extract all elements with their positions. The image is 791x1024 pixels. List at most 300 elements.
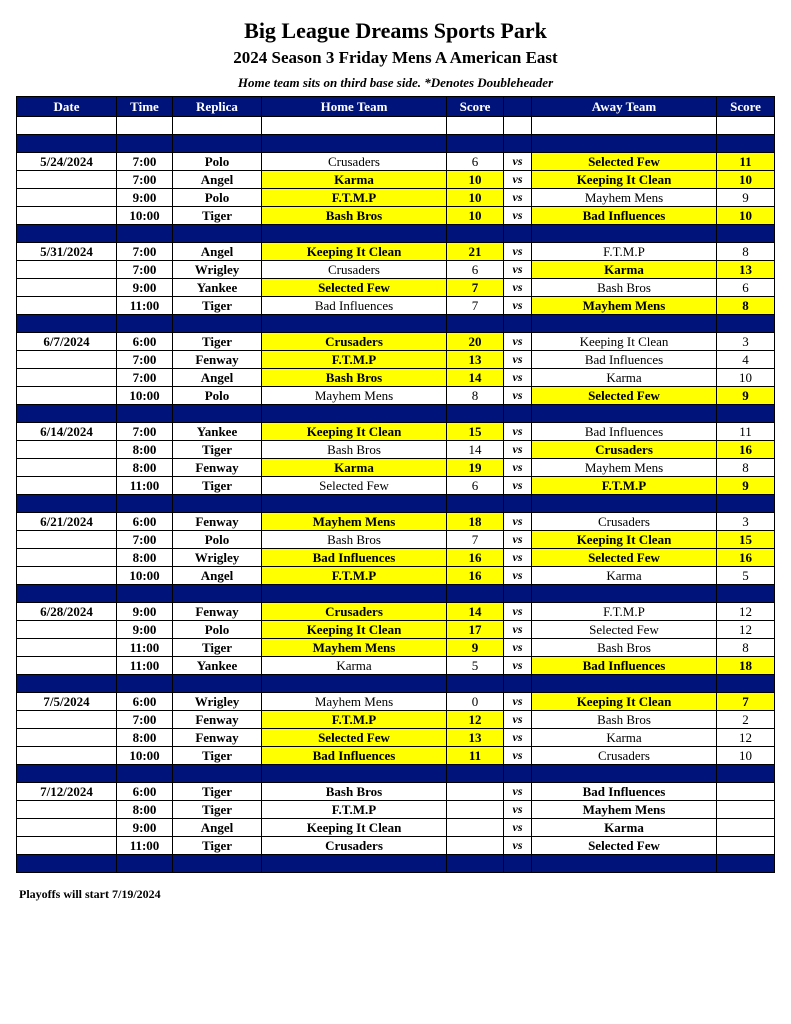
- game-row: [17, 549, 775, 567]
- week-separator-row: [17, 855, 775, 873]
- away-team: Bash Bros: [532, 711, 717, 729]
- game-field: Fenway: [173, 351, 262, 369]
- game-time: 7:00: [117, 261, 173, 279]
- home-score: 10: [447, 171, 504, 189]
- home-team: Bash Bros: [262, 783, 447, 801]
- game-field: Fenway: [173, 711, 262, 729]
- away-score: [717, 801, 775, 819]
- game-row: [17, 297, 775, 315]
- game-field: Tiger: [173, 207, 262, 225]
- home-score: 13: [447, 351, 504, 369]
- home-score: 13: [447, 729, 504, 747]
- game-field: Wrigley: [173, 693, 262, 711]
- game-time: 11:00: [117, 657, 173, 675]
- home-team: Bash Bros: [262, 369, 447, 387]
- home-team: Mayhem Mens: [262, 513, 447, 531]
- game-row: [17, 567, 775, 585]
- home-team: Bash Bros: [262, 441, 447, 459]
- home-score: 6: [447, 477, 504, 495]
- game-date: 7/12/2024: [17, 783, 117, 801]
- game-field: Tiger: [173, 333, 262, 351]
- home-team: Crusaders: [262, 333, 447, 351]
- away-team: Karma: [532, 819, 717, 837]
- away-team: Bad Influences: [532, 423, 717, 441]
- game-date: [17, 369, 117, 387]
- game-field: Fenway: [173, 513, 262, 531]
- game-time: 6:00: [117, 333, 173, 351]
- game-field: Tiger: [173, 837, 262, 855]
- away-team: Selected Few: [532, 837, 717, 855]
- home-team: Crusaders: [262, 153, 447, 171]
- home-score: 14: [447, 369, 504, 387]
- vs-label: vs: [504, 423, 532, 441]
- away-team: Mayhem Mens: [532, 801, 717, 819]
- game-date: [17, 819, 117, 837]
- game-row: [17, 243, 775, 261]
- vs-label: vs: [504, 729, 532, 747]
- game-row: [17, 693, 775, 711]
- away-team: Mayhem Mens: [532, 189, 717, 207]
- game-date: [17, 441, 117, 459]
- home-team: Keeping It Clean: [262, 819, 447, 837]
- blank-row: [17, 117, 775, 135]
- schedule-table: [16, 96, 775, 873]
- game-date: [17, 189, 117, 207]
- game-field: Yankee: [173, 657, 262, 675]
- week-separator-row: [17, 675, 775, 693]
- vs-label: vs: [504, 153, 532, 171]
- away-score: 8: [717, 639, 775, 657]
- column-header-date: Date: [17, 97, 117, 117]
- column-header-home-team: Home Team: [262, 97, 447, 117]
- vs-label: vs: [504, 261, 532, 279]
- away-score: 10: [717, 747, 775, 765]
- home-team: Bash Bros: [262, 207, 447, 225]
- game-time: 11:00: [117, 837, 173, 855]
- home-score: 15: [447, 423, 504, 441]
- away-score: 13: [717, 261, 775, 279]
- away-score: [717, 819, 775, 837]
- away-score: 10: [717, 207, 775, 225]
- game-time: 7:00: [117, 243, 173, 261]
- game-time: 7:00: [117, 531, 173, 549]
- away-score: [717, 837, 775, 855]
- game-time: 10:00: [117, 567, 173, 585]
- home-score: 7: [447, 531, 504, 549]
- game-field: Angel: [173, 819, 262, 837]
- away-score: 6: [717, 279, 775, 297]
- vs-label: vs: [504, 459, 532, 477]
- away-team: Karma: [532, 261, 717, 279]
- game-row: [17, 513, 775, 531]
- game-row: [17, 657, 775, 675]
- page-subtitle: 2024 Season 3 Friday Mens A American East: [233, 48, 558, 67]
- vs-label: vs: [504, 693, 532, 711]
- home-score: 14: [447, 441, 504, 459]
- away-score: 12: [717, 729, 775, 747]
- game-field: Polo: [173, 189, 262, 207]
- column-header-time: Time: [117, 97, 173, 117]
- game-row: [17, 477, 775, 495]
- vs-label: vs: [504, 531, 532, 549]
- home-team: Keeping It Clean: [262, 621, 447, 639]
- home-score: 6: [447, 261, 504, 279]
- away-team: F.T.M.P: [532, 477, 717, 495]
- game-row: [17, 351, 775, 369]
- away-score: 10: [717, 369, 775, 387]
- home-score: 20: [447, 333, 504, 351]
- game-date: [17, 837, 117, 855]
- game-row: [17, 819, 775, 837]
- game-date: [17, 261, 117, 279]
- game-row: [17, 423, 775, 441]
- away-team: F.T.M.P: [532, 243, 717, 261]
- schedule-note: Home team sits on third base side. *Denotes Doubleheader: [237, 75, 554, 90]
- home-score: 21: [447, 243, 504, 261]
- vs-label: vs: [504, 639, 532, 657]
- game-row: [17, 261, 775, 279]
- table-header-row: [17, 97, 775, 117]
- page-title: Big League Dreams Sports Park: [244, 18, 547, 43]
- game-row: [17, 783, 775, 801]
- game-field: Angel: [173, 369, 262, 387]
- week-separator-row: [17, 405, 775, 423]
- vs-label: vs: [504, 441, 532, 459]
- game-date: 7/5/2024: [17, 693, 117, 711]
- vs-label: vs: [504, 567, 532, 585]
- away-score: 4: [717, 351, 775, 369]
- home-team: Karma: [262, 459, 447, 477]
- game-time: 11:00: [117, 477, 173, 495]
- game-time: 8:00: [117, 801, 173, 819]
- away-score: 9: [717, 189, 775, 207]
- home-score: 12: [447, 711, 504, 729]
- game-time: 8:00: [117, 729, 173, 747]
- game-time: 6:00: [117, 513, 173, 531]
- playoffs-note: Playoffs will start 7/19/2024: [19, 887, 161, 901]
- game-field: Tiger: [173, 747, 262, 765]
- vs-label: vs: [504, 243, 532, 261]
- column-header-home-score: Score: [447, 97, 504, 117]
- game-time: 10:00: [117, 387, 173, 405]
- vs-label: vs: [504, 837, 532, 855]
- game-field: Angel: [173, 171, 262, 189]
- game-time: 8:00: [117, 441, 173, 459]
- home-team: Crusaders: [262, 837, 447, 855]
- column-header-away-team: Away Team: [532, 97, 717, 117]
- home-team: Karma: [262, 657, 447, 675]
- game-field: Angel: [173, 243, 262, 261]
- game-time: 7:00: [117, 171, 173, 189]
- game-date: [17, 801, 117, 819]
- game-row: [17, 369, 775, 387]
- away-score: 8: [717, 297, 775, 315]
- away-team: Keeping It Clean: [532, 693, 717, 711]
- home-team: Bad Influences: [262, 747, 447, 765]
- game-date: [17, 747, 117, 765]
- away-team: Keeping It Clean: [532, 531, 717, 549]
- vs-label: vs: [504, 549, 532, 567]
- game-time: 7:00: [117, 153, 173, 171]
- away-team: Bad Influences: [532, 783, 717, 801]
- away-score: [717, 783, 775, 801]
- home-team: Mayhem Mens: [262, 639, 447, 657]
- game-date: [17, 567, 117, 585]
- game-row: [17, 639, 775, 657]
- game-field: Yankee: [173, 423, 262, 441]
- game-time: 7:00: [117, 369, 173, 387]
- home-team: Selected Few: [262, 729, 447, 747]
- away-score: 8: [717, 459, 775, 477]
- home-score: 10: [447, 189, 504, 207]
- week-separator-row: [17, 225, 775, 243]
- vs-label: vs: [504, 657, 532, 675]
- away-team: Bad Influences: [532, 351, 717, 369]
- game-date: [17, 207, 117, 225]
- away-team: Mayhem Mens: [532, 459, 717, 477]
- column-header-vs: [504, 97, 532, 117]
- game-date: 5/31/2024: [17, 243, 117, 261]
- game-time: 7:00: [117, 423, 173, 441]
- game-date: 6/28/2024: [17, 603, 117, 621]
- game-field: Tiger: [173, 441, 262, 459]
- game-date: 5/24/2024: [17, 153, 117, 171]
- away-team: Bash Bros: [532, 639, 717, 657]
- game-time: 9:00: [117, 621, 173, 639]
- away-team: Karma: [532, 369, 717, 387]
- game-time: 9:00: [117, 279, 173, 297]
- game-date: [17, 531, 117, 549]
- game-time: 10:00: [117, 207, 173, 225]
- home-team: Mayhem Mens: [262, 693, 447, 711]
- game-time: 7:00: [117, 351, 173, 369]
- game-field: Polo: [173, 531, 262, 549]
- vs-label: vs: [504, 279, 532, 297]
- home-team: Bad Influences: [262, 297, 447, 315]
- week-separator-row: [17, 765, 775, 783]
- game-date: 6/14/2024: [17, 423, 117, 441]
- game-time: 10:00: [117, 747, 173, 765]
- home-score: 10: [447, 207, 504, 225]
- game-field: Tiger: [173, 477, 262, 495]
- game-row: [17, 279, 775, 297]
- game-row: [17, 729, 775, 747]
- game-date: [17, 351, 117, 369]
- game-date: [17, 459, 117, 477]
- game-time: 6:00: [117, 693, 173, 711]
- away-score: 11: [717, 153, 775, 171]
- game-row: [17, 531, 775, 549]
- home-score: [447, 801, 504, 819]
- game-field: Tiger: [173, 783, 262, 801]
- game-row: [17, 747, 775, 765]
- away-team: Keeping It Clean: [532, 333, 717, 351]
- away-score: 9: [717, 387, 775, 405]
- away-score: 5: [717, 567, 775, 585]
- away-score: 16: [717, 549, 775, 567]
- home-score: 18: [447, 513, 504, 531]
- vs-label: vs: [504, 801, 532, 819]
- game-field: Wrigley: [173, 261, 262, 279]
- game-field: Tiger: [173, 639, 262, 657]
- home-team: F.T.M.P: [262, 567, 447, 585]
- away-team: Bash Bros: [532, 279, 717, 297]
- game-field: Polo: [173, 621, 262, 639]
- game-field: Tiger: [173, 297, 262, 315]
- home-score: 0: [447, 693, 504, 711]
- away-team: Crusaders: [532, 513, 717, 531]
- game-row: [17, 387, 775, 405]
- week-separator-row: [17, 585, 775, 603]
- home-team: Keeping It Clean: [262, 243, 447, 261]
- home-score: 16: [447, 567, 504, 585]
- away-score: 7: [717, 693, 775, 711]
- game-date: [17, 711, 117, 729]
- home-team: Selected Few: [262, 279, 447, 297]
- game-field: Fenway: [173, 459, 262, 477]
- game-row: [17, 333, 775, 351]
- game-time: 9:00: [117, 819, 173, 837]
- vs-label: vs: [504, 477, 532, 495]
- vs-label: vs: [504, 351, 532, 369]
- game-date: [17, 621, 117, 639]
- away-team: F.T.M.P: [532, 603, 717, 621]
- game-date: [17, 729, 117, 747]
- home-score: 7: [447, 297, 504, 315]
- game-date: [17, 477, 117, 495]
- game-time: 8:00: [117, 459, 173, 477]
- vs-label: vs: [504, 621, 532, 639]
- home-team: Bash Bros: [262, 531, 447, 549]
- vs-label: vs: [504, 297, 532, 315]
- home-score: 8: [447, 387, 504, 405]
- away-team: Karma: [532, 729, 717, 747]
- vs-label: vs: [504, 603, 532, 621]
- away-score: 18: [717, 657, 775, 675]
- away-team: Karma: [532, 567, 717, 585]
- game-row: [17, 459, 775, 477]
- game-field: Yankee: [173, 279, 262, 297]
- vs-label: vs: [504, 171, 532, 189]
- game-row: [17, 711, 775, 729]
- away-score: 10: [717, 171, 775, 189]
- away-score: 9: [717, 477, 775, 495]
- game-date: [17, 171, 117, 189]
- game-row: [17, 207, 775, 225]
- week-separator-row: [17, 495, 775, 513]
- home-team: Keeping It Clean: [262, 423, 447, 441]
- vs-label: vs: [504, 747, 532, 765]
- game-row: [17, 441, 775, 459]
- home-team: F.T.M.P: [262, 801, 447, 819]
- home-score: 19: [447, 459, 504, 477]
- column-header-away-score: Score: [717, 97, 775, 117]
- game-date: [17, 657, 117, 675]
- away-score: 8: [717, 243, 775, 261]
- home-score: [447, 783, 504, 801]
- home-score: 14: [447, 603, 504, 621]
- away-score: 16: [717, 441, 775, 459]
- home-score: [447, 837, 504, 855]
- game-row: [17, 801, 775, 819]
- home-team: Crusaders: [262, 603, 447, 621]
- game-date: 6/7/2024: [17, 333, 117, 351]
- game-time: 9:00: [117, 189, 173, 207]
- game-row: [17, 153, 775, 171]
- game-row: [17, 171, 775, 189]
- away-team: Mayhem Mens: [532, 297, 717, 315]
- game-date: [17, 549, 117, 567]
- game-date: [17, 279, 117, 297]
- week-separator-row: [17, 315, 775, 333]
- home-team: F.T.M.P: [262, 351, 447, 369]
- game-field: Tiger: [173, 801, 262, 819]
- away-team: Bad Influences: [532, 657, 717, 675]
- away-score: 15: [717, 531, 775, 549]
- away-score: 12: [717, 621, 775, 639]
- away-team: Selected Few: [532, 153, 717, 171]
- home-score: 16: [447, 549, 504, 567]
- home-score: 5: [447, 657, 504, 675]
- away-team: Selected Few: [532, 549, 717, 567]
- vs-label: vs: [504, 189, 532, 207]
- home-score: 9: [447, 639, 504, 657]
- vs-label: vs: [504, 369, 532, 387]
- game-date: [17, 387, 117, 405]
- game-time: 8:00: [117, 549, 173, 567]
- game-date: [17, 639, 117, 657]
- vs-label: vs: [504, 783, 532, 801]
- away-score: 11: [717, 423, 775, 441]
- game-time: 6:00: [117, 783, 173, 801]
- away-score: 3: [717, 333, 775, 351]
- game-time: 7:00: [117, 711, 173, 729]
- game-time: 9:00: [117, 603, 173, 621]
- away-team: Selected Few: [532, 387, 717, 405]
- game-date: [17, 297, 117, 315]
- home-team: Karma: [262, 171, 447, 189]
- week-separator-row: [17, 135, 775, 153]
- away-team: Bad Influences: [532, 207, 717, 225]
- home-score: [447, 819, 504, 837]
- home-team: Crusaders: [262, 261, 447, 279]
- vs-label: vs: [504, 819, 532, 837]
- vs-label: vs: [504, 207, 532, 225]
- home-score: 17: [447, 621, 504, 639]
- vs-label: vs: [504, 711, 532, 729]
- home-score: 11: [447, 747, 504, 765]
- vs-label: vs: [504, 333, 532, 351]
- game-field: Polo: [173, 387, 262, 405]
- home-team: F.T.M.P: [262, 189, 447, 207]
- game-row: [17, 621, 775, 639]
- vs-label: vs: [504, 387, 532, 405]
- game-row: [17, 189, 775, 207]
- away-score: 12: [717, 603, 775, 621]
- game-row: [17, 603, 775, 621]
- home-score: 6: [447, 153, 504, 171]
- away-team: Selected Few: [532, 621, 717, 639]
- home-team: Bad Influences: [262, 549, 447, 567]
- away-team: Crusaders: [532, 441, 717, 459]
- away-team: Crusaders: [532, 747, 717, 765]
- vs-label: vs: [504, 513, 532, 531]
- game-field: Angel: [173, 567, 262, 585]
- away-team: Keeping It Clean: [532, 171, 717, 189]
- game-date: 6/21/2024: [17, 513, 117, 531]
- home-team: F.T.M.P: [262, 711, 447, 729]
- away-score: 2: [717, 711, 775, 729]
